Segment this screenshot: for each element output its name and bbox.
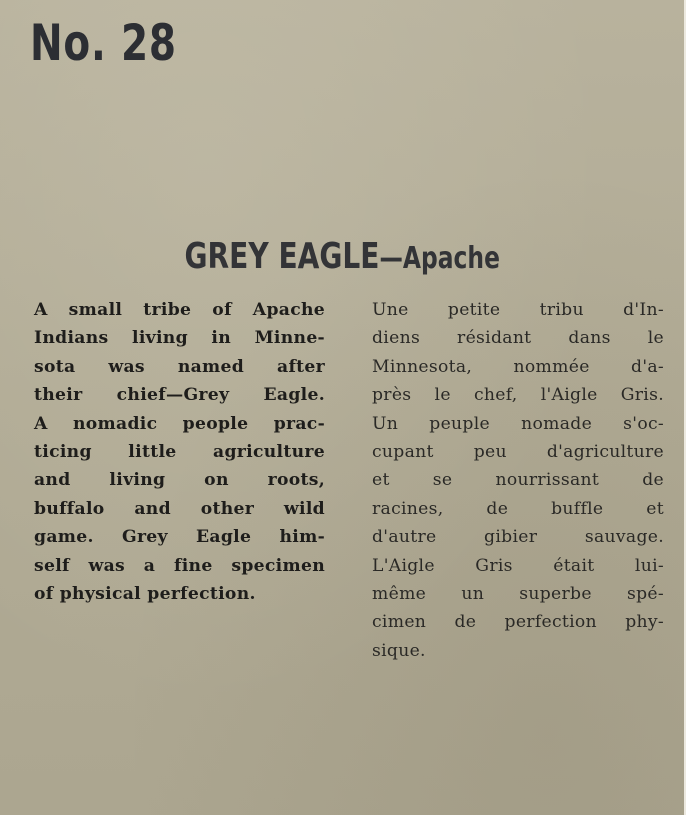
french-line: diens résidant dans le — [372, 328, 664, 349]
french-line: sique. — [372, 640, 426, 661]
english-line: A nomadic people prac- — [34, 413, 325, 434]
english-line: self was a fine specimen — [34, 555, 325, 576]
english-line: and living on roots, — [34, 470, 325, 491]
card-title — [0, 236, 684, 277]
card-title-text — [184, 236, 499, 277]
card-number: No. 28 — [30, 14, 177, 72]
title-dash: — — [379, 241, 403, 276]
title-name: GREY EAGLE — [184, 236, 380, 277]
english-description — [34, 296, 325, 608]
english-line: sota was named after — [34, 356, 325, 377]
english-line: ticing little agriculture — [34, 442, 325, 463]
french-line: près le chef, l'Aigle Gris. — [372, 385, 664, 406]
french-line: et se nourrissant de — [372, 470, 664, 491]
english-line: A small tribe of Apache — [34, 300, 325, 320]
english-line: buffalo and other wild — [34, 498, 325, 519]
english-line: Indians living in Minne- — [34, 328, 325, 349]
french-line: racines, de buffle et — [372, 498, 664, 519]
french-line: cupant peu d'agriculture — [372, 442, 664, 463]
english-line: their chief—Grey Eagle. — [34, 385, 325, 406]
french-line: Une petite tribu d'In- — [372, 300, 664, 320]
french-line: cimen de perfection phy- — [372, 612, 664, 633]
french-line: même un superbe spé- — [372, 584, 664, 605]
french-line: d'autre gibier sauvage. — [372, 527, 664, 548]
french-line: L'Aigle Gris était lui- — [372, 555, 664, 576]
english-line: of physical perfection. — [34, 584, 256, 605]
english-line: game. Grey Eagle him- — [34, 527, 325, 548]
french-description — [372, 296, 664, 665]
french-line: Minnesota, nommée d'a- — [372, 356, 664, 377]
french-line: Un peuple nomade s'oc- — [372, 413, 664, 434]
title-tribe: Apache — [402, 241, 500, 276]
